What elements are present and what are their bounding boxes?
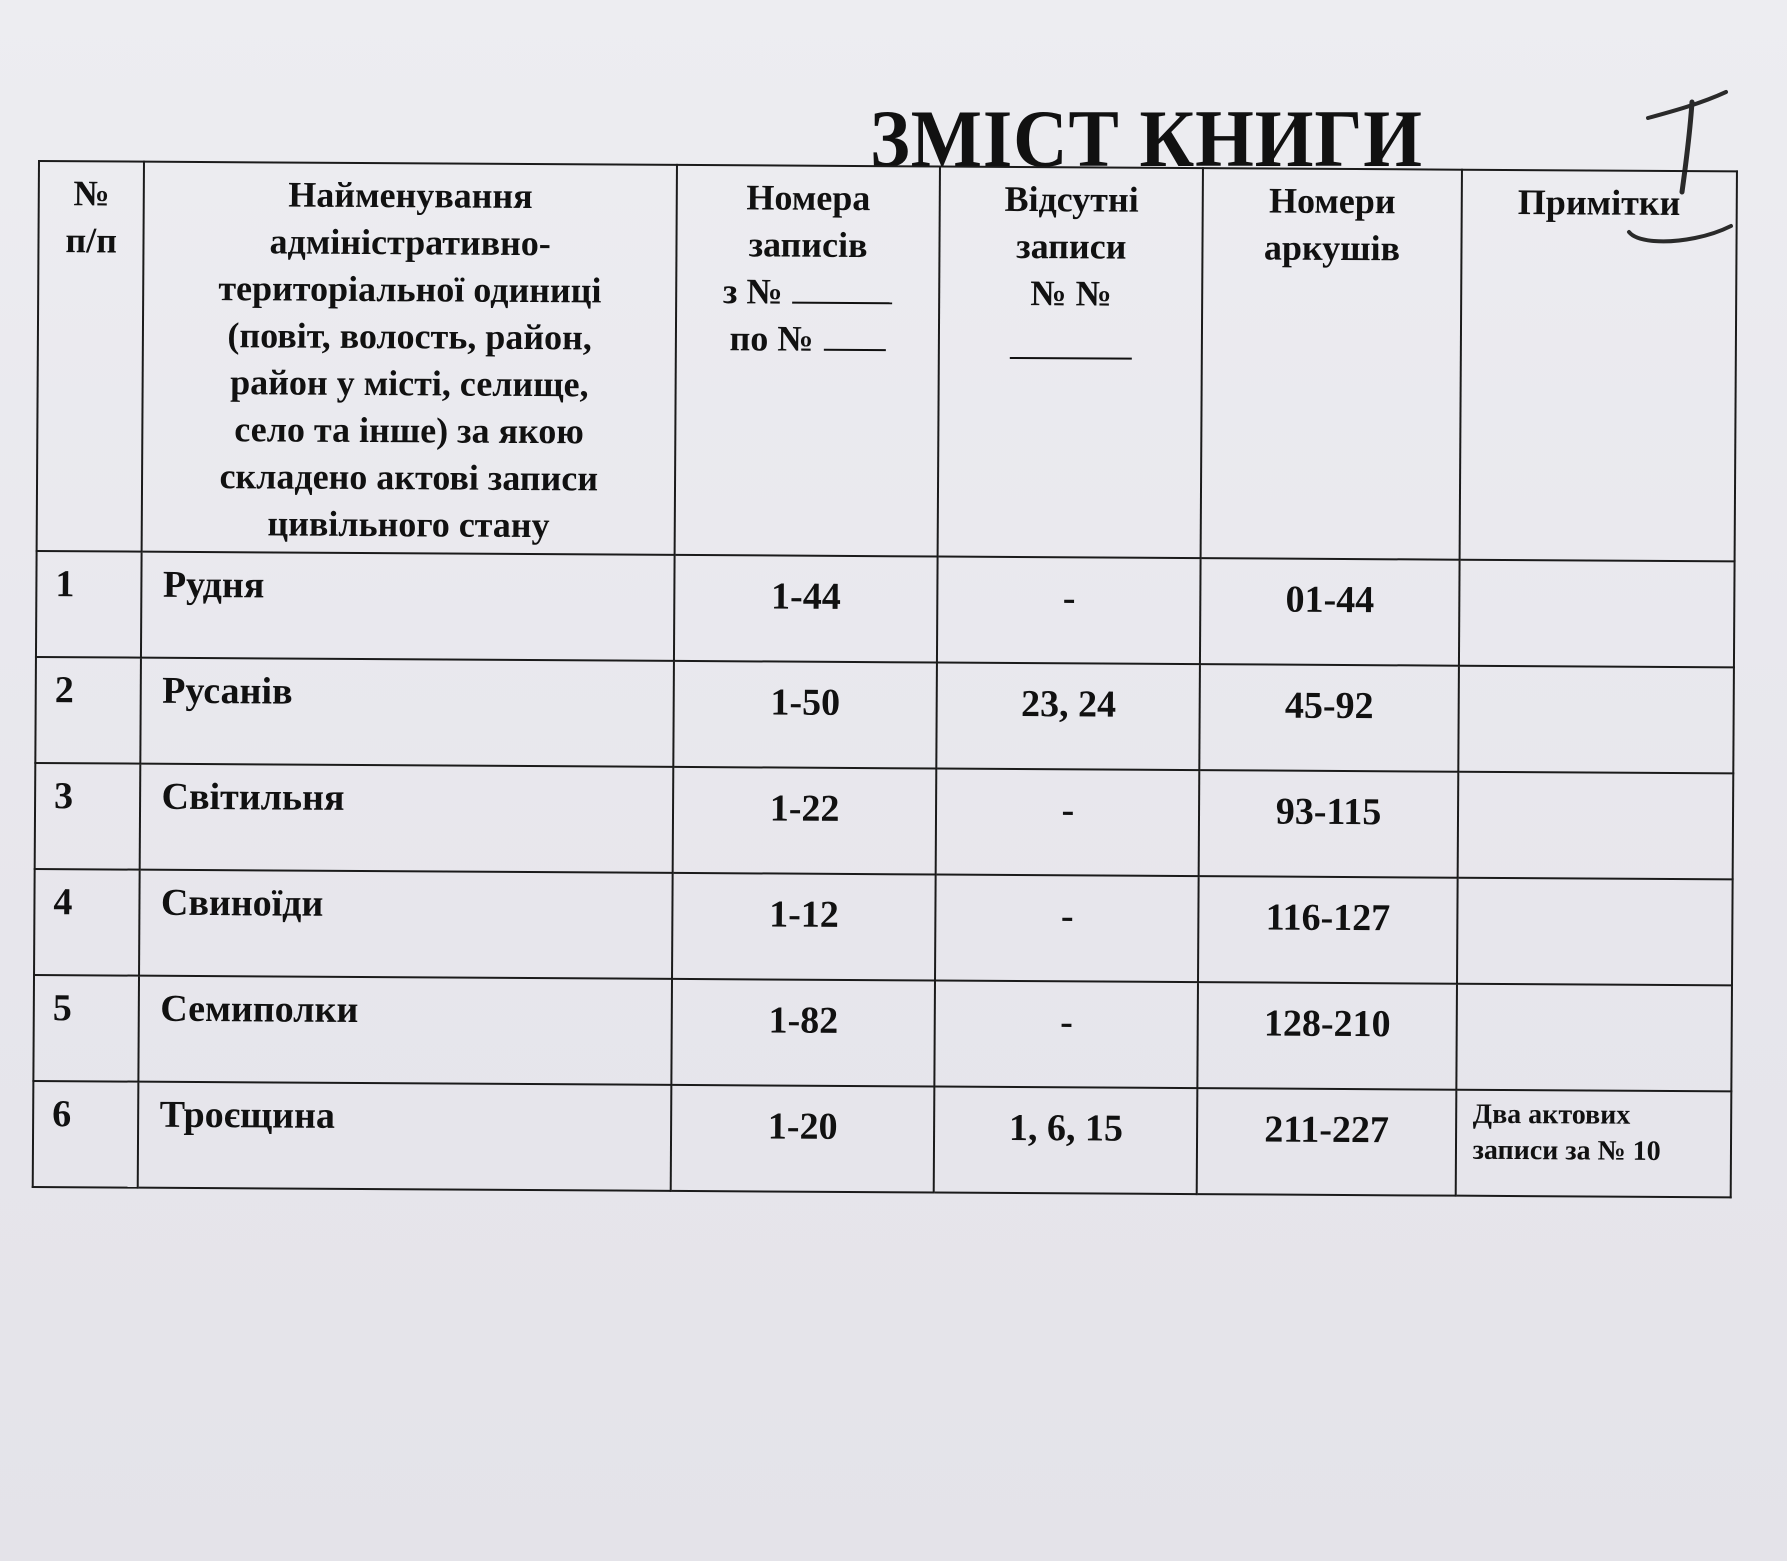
cell-sheet-numbers: 45-92 [1200,664,1459,772]
cell-notes: Два актових записи за № 10 [1455,1090,1731,1198]
cell-sheet-numbers: 128-210 [1198,982,1457,1090]
cell-missing-records: 1, 6, 15 [934,1086,1198,1194]
cell-unit-name: Рудня [141,552,674,661]
cell-notes [1456,984,1732,1092]
blank-line [1010,327,1132,360]
header-sheet-numbers: Номери аркушів [1201,168,1462,560]
cell-missing-records: - [937,557,1201,665]
cell-sheet-numbers: 116-127 [1198,876,1457,984]
cell-unit-name: Світильня [140,764,673,873]
cell-notes [1458,666,1734,774]
cell-missing-records: - [935,980,1199,1088]
table-row [33,975,1732,1091]
cell-unit-name: Русанів [141,658,674,767]
cell-notes [1457,772,1733,880]
header-unit-name: Найменування адміністративно- територіальної одиниці (повіт, волость, район, район у місті, селище, село та інше) за якою складено актові записи цивільного стану [142,162,677,555]
cell-missing-records: - [936,769,1200,877]
table-row [36,551,1735,667]
cell-number: 5 [33,975,139,1082]
table-header-row [37,161,1737,561]
cell-notes [1459,560,1735,668]
document-title: ЗМІСТ КНИГИ [870,93,1423,184]
header-notes: Примітки [1459,170,1737,562]
cell-unit-name: Семиполки [139,976,672,1085]
table-row [35,763,1734,879]
contents-table [32,160,1738,1198]
cell-number: 2 [35,657,141,764]
cell-sheet-numbers: 211-227 [1197,1088,1456,1196]
header-record-range: Номера записів з № по № [675,165,941,557]
cell-number: 1 [36,551,142,658]
table-row [33,1081,1732,1197]
cell-unit-name: Свиноїди [140,870,673,979]
cell-record-range: 1-82 [671,979,935,1087]
cell-missing-records: 23, 24 [937,663,1201,771]
cell-record-range: 1-50 [673,661,937,769]
header-number: № п/п [37,161,145,552]
cell-record-range: 1-12 [672,873,936,981]
cell-record-range: 1-44 [674,555,938,663]
cell-sheet-numbers: 93-115 [1199,770,1458,878]
cell-number: 6 [33,1081,139,1188]
cell-sheet-numbers: 01-44 [1200,558,1459,666]
cell-unit-name: Троєщина [138,1082,671,1191]
table-row [35,657,1734,773]
cell-record-range: 1-22 [673,767,937,875]
blank-line [823,319,885,351]
cell-notes [1457,878,1733,986]
header-missing-records: Відсутні записи № № [938,167,1204,559]
table-row [34,869,1733,985]
cell-missing-records: - [935,874,1199,982]
cell-record-range: 1-20 [671,1085,935,1193]
cell-number: 3 [35,763,141,870]
blank-line [793,272,893,305]
cell-number: 4 [34,869,140,976]
